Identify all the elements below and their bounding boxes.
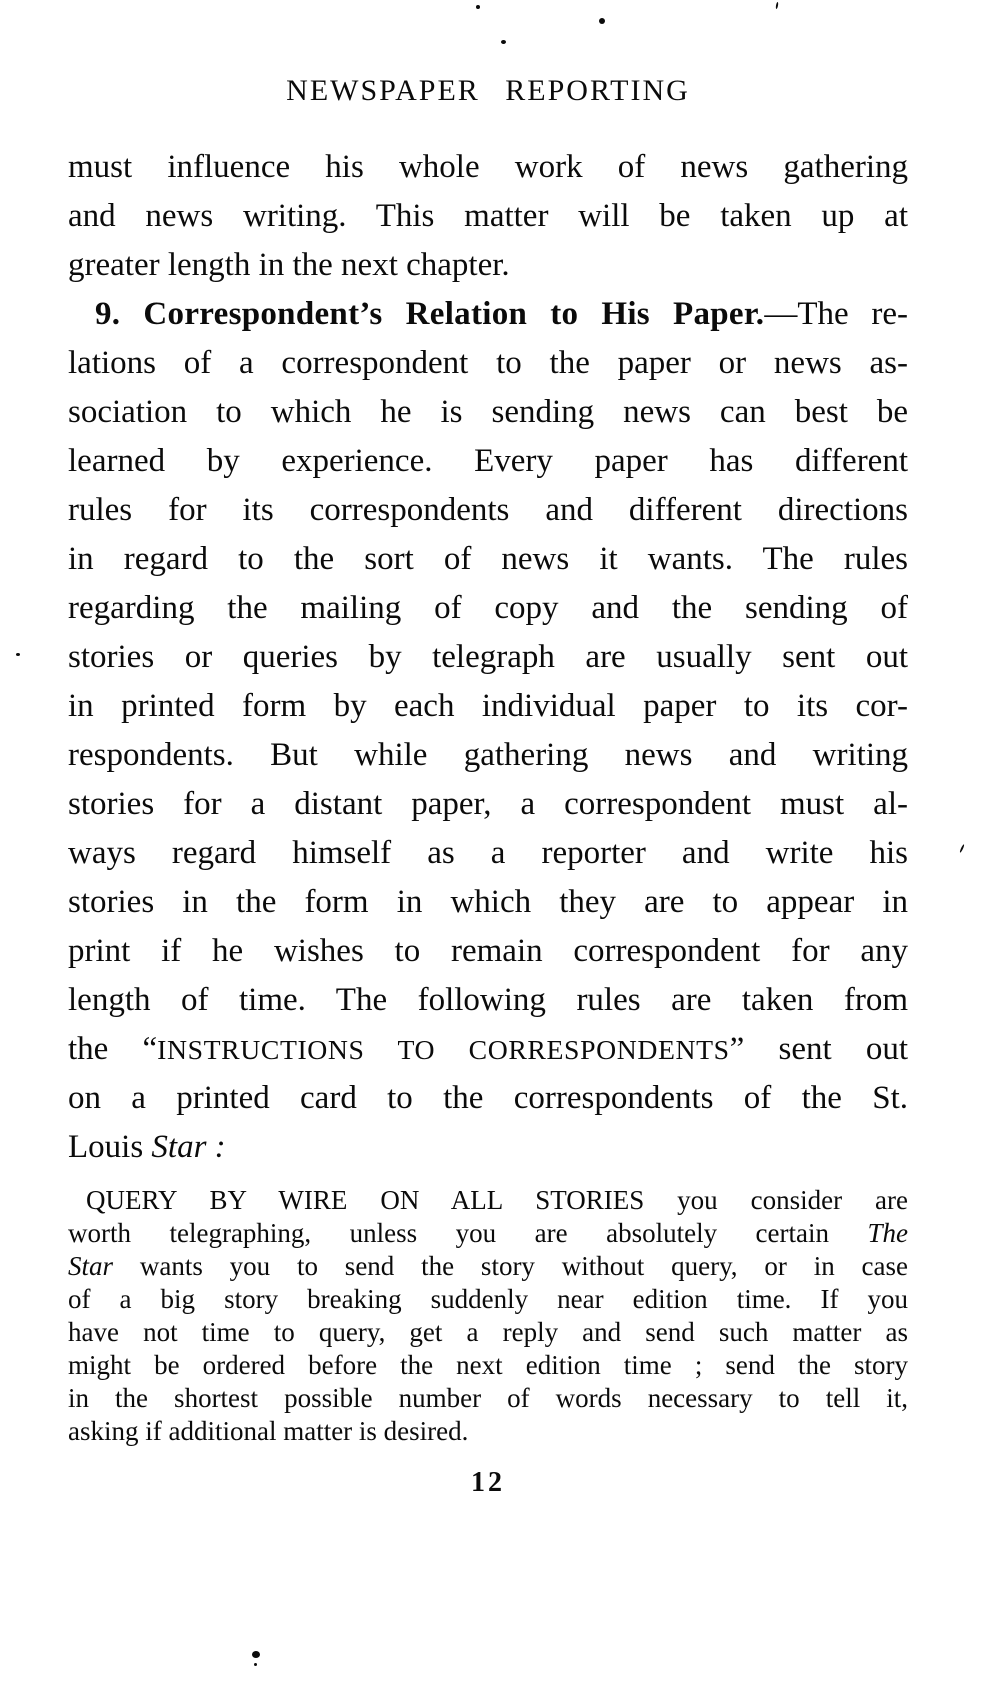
text-line — [68, 976, 908, 1025]
text-segment: learned by experience. Every paper has different — [68, 443, 908, 479]
paragraph — [68, 290, 908, 1172]
text-line — [68, 1250, 908, 1283]
text-line — [68, 1316, 908, 1349]
text-segment: lations of a correspondent to the paper or news as- — [68, 345, 908, 381]
text-segment: stories or queries by telegraph are usually sent out — [68, 639, 908, 675]
text-line — [68, 437, 908, 486]
text-line — [68, 780, 908, 829]
text-line — [68, 192, 908, 241]
text-segment: print if he wishes to remain correspondent for any — [68, 933, 908, 969]
text-segment: —The re- — [764, 296, 908, 332]
text-segment: sociation to which he is sending news can best be — [68, 394, 908, 430]
text-segment: the “ — [68, 1031, 158, 1067]
text-line — [68, 1217, 908, 1250]
running-head: NEWSPAPER REPORTING — [286, 74, 690, 107]
text-segment: 9. Correspondent’s Relation to His Paper. — [95, 296, 765, 332]
text-segment: The — [867, 1218, 908, 1248]
text-segment: respondents. But while gathering news and writing — [68, 737, 908, 773]
text-segment: Star : — [151, 1129, 226, 1165]
text-line — [68, 1415, 908, 1448]
text-segment: asking if additional matter is desired. — [68, 1416, 469, 1446]
scan-speck — [16, 653, 20, 656]
text-line — [68, 1349, 908, 1382]
text-line — [68, 241, 908, 290]
text-line — [68, 1123, 908, 1172]
text-segment: greater length in the next chapter. — [68, 247, 510, 283]
scan-speck — [959, 844, 965, 853]
paragraph — [68, 143, 908, 290]
page-number: 12 — [471, 1467, 505, 1498]
text-line — [68, 633, 908, 682]
scan-speck — [599, 18, 605, 24]
text-line — [68, 927, 908, 976]
text-segment: stories for a distant paper, a correspondent must al- — [68, 786, 908, 822]
text-line — [68, 1025, 908, 1074]
text-segment: and news writing. This matter will be taken up at — [68, 198, 908, 234]
text-segment: in regard to the sort of news it wants. The rules — [68, 541, 908, 577]
text-line — [68, 388, 908, 437]
text-line — [68, 143, 908, 192]
scan-speck — [476, 5, 480, 9]
text-segment: worth telegraphing, unless you are absolutely certain — [68, 1218, 868, 1248]
text-segment: stories in the form in which they are to appear in — [68, 884, 908, 920]
text-line — [68, 290, 908, 339]
text-line — [68, 731, 908, 780]
text-line — [68, 535, 908, 584]
text-segment: of a big story breaking suddenly near edition time. If you — [68, 1284, 908, 1314]
text-segment: in the shortest possible number of words necessary to tell it, — [68, 1383, 908, 1413]
text-segment: INSTRUCTIONS TO CORRESPONDENTS — [157, 1034, 730, 1065]
text-segment: rules for its correspondents and different directions — [68, 492, 908, 528]
scan-speck — [775, 2, 778, 9]
text-line — [68, 1382, 908, 1415]
text-segment: Louis — [68, 1129, 152, 1165]
text-segment: QUERY BY WIRE ON ALL STORIES you consider are — [86, 1185, 908, 1215]
body-text — [68, 143, 908, 1448]
text-line — [68, 878, 908, 927]
text-segment: in printed form by each individual paper to its cor- — [68, 688, 908, 724]
text-segment: wants you to send the story without query, or in case — [113, 1251, 908, 1281]
text-line — [68, 682, 908, 731]
scan-speck — [254, 1663, 257, 1666]
text-segment: have not time to query, get a reply and send such matter as — [68, 1317, 908, 1347]
text-line — [68, 1283, 908, 1316]
text-line — [68, 486, 908, 535]
text-segment: Star — [68, 1251, 114, 1281]
scan-speck — [252, 1651, 260, 1658]
text-line — [68, 1184, 908, 1217]
text-line — [68, 829, 908, 878]
text-segment: ways regard himself as a reporter and write his — [68, 835, 908, 871]
text-segment: might be ordered before the next edition time ; send the story — [68, 1350, 908, 1380]
text-segment: must influence his whole work of news gathering — [68, 149, 908, 185]
text-segment: length of time. The following rules are taken from — [68, 982, 908, 1018]
text-segment: ” sent out — [729, 1031, 908, 1067]
text-segment: regarding the mailing of copy and the sending of — [68, 590, 908, 626]
scan-speck — [501, 40, 506, 44]
text-line — [68, 584, 908, 633]
text-line — [68, 339, 908, 388]
quote-block — [68, 1184, 908, 1448]
text-segment: on a printed card to the correspondents of the St. — [68, 1080, 908, 1116]
text-line — [68, 1074, 908, 1123]
